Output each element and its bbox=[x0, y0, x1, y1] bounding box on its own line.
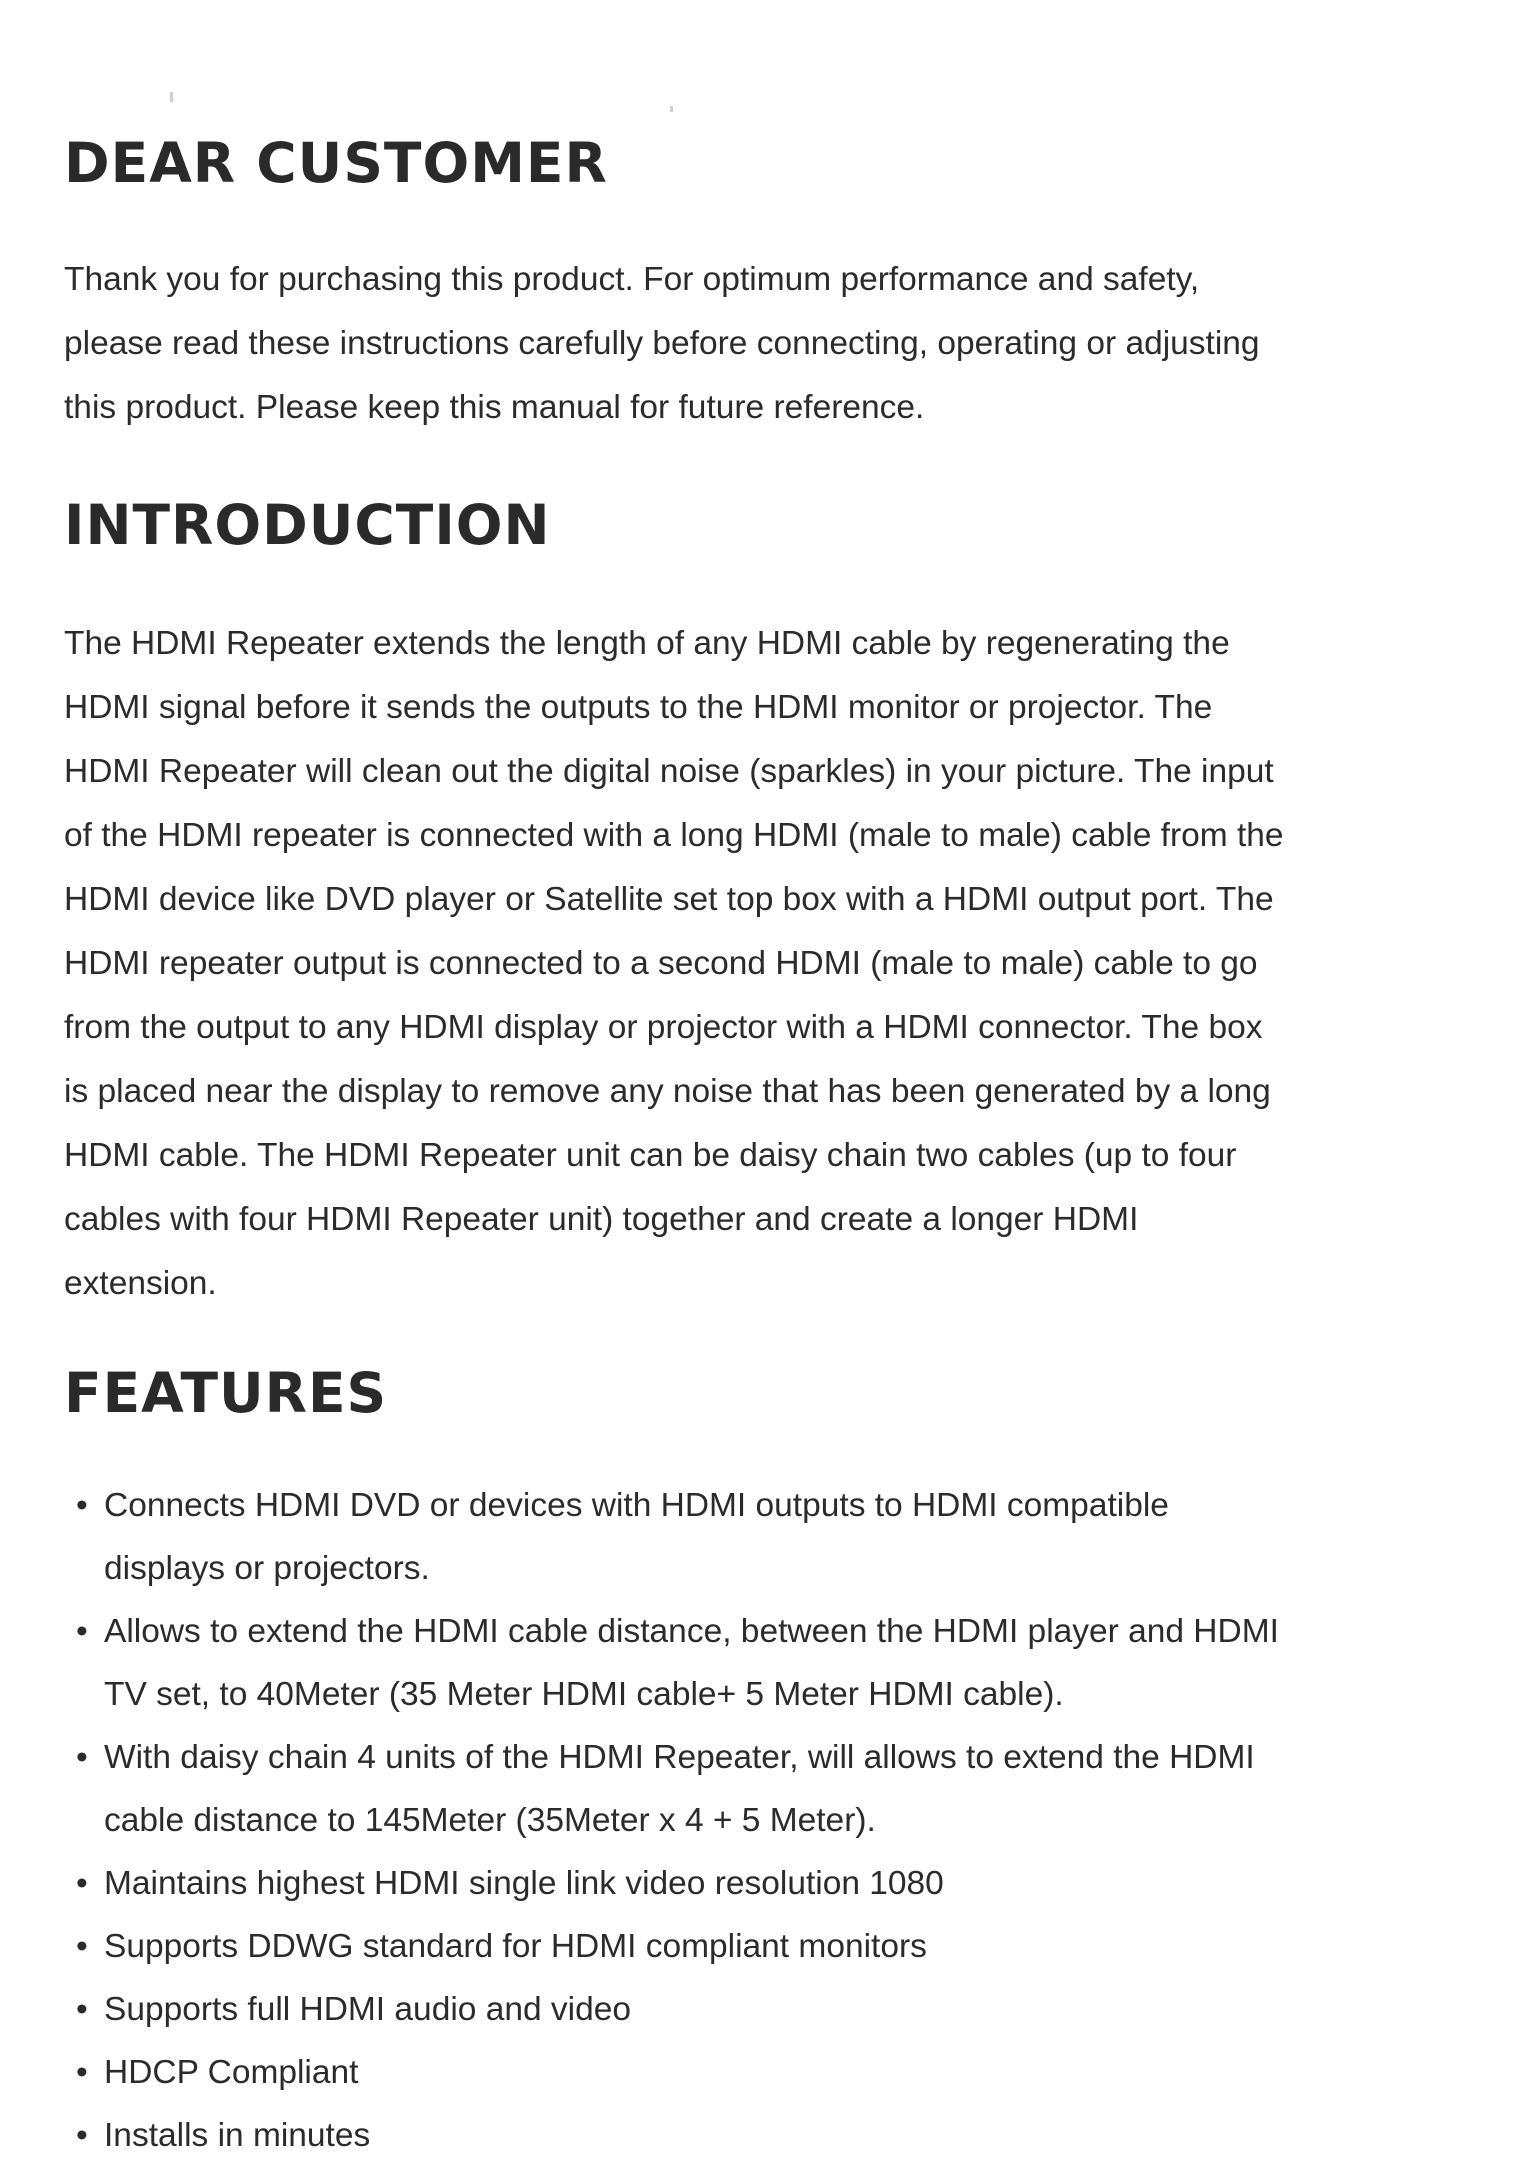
scan-speck bbox=[670, 106, 673, 112]
feature-text bbox=[104, 2041, 1452, 2104]
feature-item bbox=[72, 1915, 1452, 1978]
bullet-icon: • bbox=[76, 1487, 88, 1524]
introduction-paragraph bbox=[64, 612, 1444, 1316]
paragraph-line: The HDMI Repeater extends the length of any HDMI cable by regenerating the bbox=[64, 625, 1230, 662]
feature-text bbox=[104, 1978, 1452, 2041]
feature-item bbox=[72, 1726, 1452, 1852]
paragraph-line: Thank you for purchasing this product. For optimum performance and safety, bbox=[64, 261, 1200, 298]
feature-item bbox=[72, 1600, 1452, 1726]
feature-line: Connects HDMI DVD or devices with HDMI outputs to HDMI compatible bbox=[104, 1487, 1169, 1524]
feature-line: Allows to extend the HDMI cable distance, between the HDMI player and HDMI bbox=[104, 1613, 1279, 1650]
feature-text bbox=[104, 1726, 1452, 1852]
features-heading: FEATURES bbox=[64, 1361, 388, 1425]
feature-item bbox=[72, 1978, 1452, 2041]
paragraph-line: HDMI repeater output is connected to a second HDMI (male to male) cable to go bbox=[64, 945, 1258, 982]
paragraph-line: HDMI Repeater will clean out the digital noise (sparkles) in your picture. The input bbox=[64, 753, 1274, 790]
feature-item bbox=[72, 1474, 1452, 1600]
paragraph-line: HDMI device like DVD player or Satellite set top box with a HDMI output port. The bbox=[64, 881, 1274, 918]
bullet-icon: • bbox=[76, 2117, 88, 2154]
feature-item bbox=[72, 2104, 1452, 2167]
feature-text bbox=[104, 1852, 1452, 1915]
paragraph-line: HDMI cable. The HDMI Repeater unit can be daisy chain two cables (up to four bbox=[64, 1137, 1237, 1174]
paragraph-line: from the output to any HDMI display or projector with a HDMI connector. The box bbox=[64, 1009, 1263, 1046]
feature-text bbox=[104, 1915, 1452, 1978]
dear-customer-paragraph bbox=[64, 248, 1444, 440]
bullet-icon: • bbox=[76, 1739, 88, 1776]
bullet-icon: • bbox=[76, 1865, 88, 1902]
feature-line: Supports DDWG standard for HDMI compliant monitors bbox=[104, 1928, 927, 1965]
paragraph-line: of the HDMI repeater is connected with a long HDMI (male to male) cable from the bbox=[64, 817, 1284, 854]
bullet-icon: • bbox=[76, 2054, 88, 2091]
feature-line: Installs in minutes bbox=[104, 2117, 371, 2154]
bullet-icon: • bbox=[76, 1928, 88, 1965]
feature-line: TV set, to 40Meter (35 Meter HDMI cable+ 5 Meter HDMI cable). bbox=[104, 1676, 1064, 1713]
paragraph-line: please read these instructions carefully before connecting, operating or adjusting bbox=[64, 325, 1260, 362]
feature-line: cable distance to 145Meter (35Meter x 4 + 5 Meter). bbox=[104, 1802, 876, 1839]
feature-text bbox=[104, 1600, 1452, 1726]
feature-line: Supports full HDMI audio and video bbox=[104, 1991, 631, 2028]
paragraph-line: cables with four HDMI Repeater unit) together and create a longer HDMI bbox=[64, 1201, 1139, 1238]
feature-item bbox=[72, 2041, 1452, 2104]
feature-line: displays or projectors. bbox=[104, 1550, 430, 1587]
feature-line: With daisy chain 4 units of the HDMI Repeater, will allows to extend the HDMI bbox=[104, 1739, 1255, 1776]
dear-customer-heading: DEAR CUSTOMER bbox=[64, 131, 608, 195]
bullet-icon: • bbox=[76, 1991, 88, 2028]
bullet-icon: • bbox=[76, 1613, 88, 1650]
features-list bbox=[72, 1474, 1452, 2167]
paragraph-line: HDMI signal before it sends the outputs to the HDMI monitor or projector. The bbox=[64, 689, 1213, 726]
paragraph-line: this product. Please keep this manual for future reference. bbox=[64, 389, 925, 426]
paragraph-line: extension. bbox=[64, 1265, 217, 1302]
feature-item bbox=[72, 1852, 1452, 1915]
paragraph-line: is placed near the display to remove any noise that has been generated by a long bbox=[64, 1073, 1271, 1110]
feature-line: HDCP Compliant bbox=[104, 2054, 359, 2091]
introduction-heading: INTRODUCTION bbox=[64, 493, 551, 557]
feature-text bbox=[104, 2104, 1452, 2167]
feature-text bbox=[104, 1474, 1452, 1600]
scan-speck bbox=[170, 92, 173, 102]
feature-line: Maintains highest HDMI single link video resolution 1080 bbox=[104, 1865, 944, 1902]
